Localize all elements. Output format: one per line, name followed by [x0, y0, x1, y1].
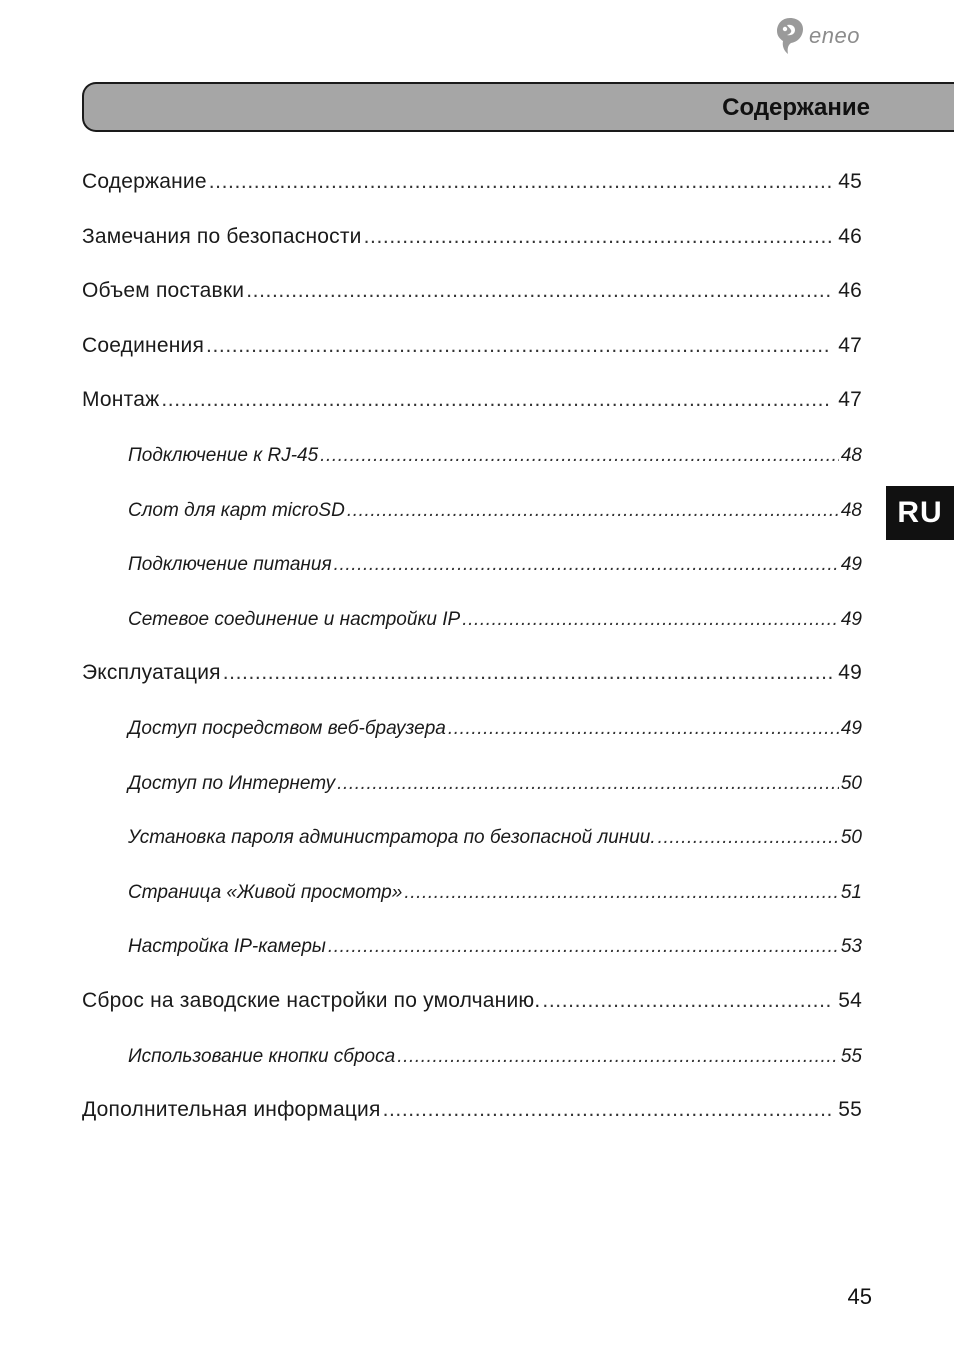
language-tab: RU — [886, 486, 954, 540]
toc-entry-title: Монтаж — [82, 388, 160, 411]
toc-entry[interactable] — [82, 661, 862, 685]
toc-entry[interactable] — [82, 279, 862, 303]
toc-leader-dots — [347, 500, 839, 522]
toc-entry[interactable] — [128, 827, 862, 849]
toc-entry-page: 55 — [840, 1046, 862, 1067]
toc-leader-dots — [209, 170, 833, 194]
toc-entry[interactable] — [82, 170, 862, 194]
toc-leader-dots — [397, 1046, 839, 1068]
toc-entry-page: 45 — [838, 170, 862, 193]
toc-entry[interactable] — [128, 609, 862, 631]
toc-entry[interactable] — [128, 718, 862, 740]
toc-leader-dots — [462, 609, 839, 631]
page-number: 45 — [847, 1284, 872, 1309]
toc-entry-title: Настройка IP-камеры — [128, 936, 326, 957]
toc-leader-dots — [328, 936, 839, 958]
toc-leader-dots — [223, 661, 833, 685]
toc-entry-title: Сетевое соединение и настройки IP — [128, 609, 461, 630]
toc-entry-page: 50 — [840, 773, 862, 794]
toc-entry-title: Замечания по безопасности — [82, 225, 362, 248]
toc-entry[interactable] — [82, 989, 862, 1013]
toc-entry-page: 47 — [838, 334, 862, 357]
toc-entry[interactable] — [128, 1046, 862, 1068]
page-title: Содержание — [722, 94, 870, 121]
toc-entry[interactable] — [128, 554, 862, 576]
brand-logo-text: eneo — [809, 23, 860, 48]
toc-leader-dots — [658, 827, 839, 849]
toc-entry-title: Объем поставки — [82, 279, 245, 302]
toc-entry-title: Дополнительная информация — [82, 1098, 381, 1121]
toc-entry[interactable] — [128, 882, 862, 904]
toc-entry-page: 49 — [840, 609, 862, 630]
toc-entry-title: Сброс на заводские настройки по умолчанию. — [82, 989, 541, 1012]
toc-entry-page: 48 — [840, 500, 862, 521]
toc-entry-title: Установка пароля администратора по безопасной линии. — [128, 827, 656, 848]
toc-leader-dots — [161, 388, 832, 412]
toc-leader-dots — [334, 554, 839, 576]
toc-entry-page: 55 — [838, 1098, 862, 1121]
toc-entry-page: 46 — [838, 225, 862, 248]
toc-leader-dots — [246, 279, 832, 303]
toc-entry-title: Доступ посредством веб-браузера — [128, 718, 446, 739]
toc-entry-page: 53 — [840, 936, 862, 957]
toc-entry-page: 49 — [838, 661, 862, 684]
toc-entry-page: 49 — [840, 718, 862, 739]
toc-entry-page: 47 — [838, 388, 862, 411]
toc-entry[interactable] — [82, 225, 862, 249]
toc-entry[interactable] — [128, 773, 862, 795]
toc-entry-title: Доступ по Интернету — [128, 773, 336, 794]
toc-entry-page: 54 — [838, 989, 862, 1012]
toc-leader-dots — [383, 1098, 833, 1122]
toc-entry-title: Соединения — [82, 334, 205, 357]
toc-entry-title: Страница «Живой просмотр» — [128, 882, 403, 903]
toc-entry-page: 48 — [840, 445, 862, 466]
toc-entry-title: Подключение к RJ-45 — [128, 445, 319, 466]
toc-entry-title: Содержание — [82, 170, 207, 193]
toc-leader-dots — [542, 989, 832, 1013]
toc-entry-title: Слот для карт microSD — [128, 500, 345, 521]
toc-entry-title: Эксплуатация — [82, 661, 221, 684]
toc-entry[interactable] — [82, 1098, 862, 1122]
toc-entry-title: Использование кнопки сброса — [128, 1046, 396, 1067]
toc-entry-page: 51 — [840, 882, 862, 903]
toc-leader-dots — [206, 334, 832, 358]
toc-entry-title: Подключение питания — [128, 554, 332, 575]
toc-entry-page: 50 — [840, 827, 862, 848]
toc-leader-dots — [337, 773, 839, 795]
toc-entry[interactable] — [82, 334, 862, 358]
toc-entry[interactable] — [82, 388, 862, 412]
toc-entry-page: 46 — [838, 279, 862, 302]
toc-entry[interactable] — [128, 500, 862, 522]
toc-entry[interactable] — [128, 936, 862, 958]
toc-leader-dots — [320, 445, 839, 467]
toc-leader-dots — [404, 882, 839, 904]
toc-leader-dots — [448, 718, 839, 740]
toc-leader-dots — [364, 225, 833, 249]
toc-entry-page: 49 — [840, 554, 862, 575]
toc-entry[interactable] — [128, 445, 862, 467]
